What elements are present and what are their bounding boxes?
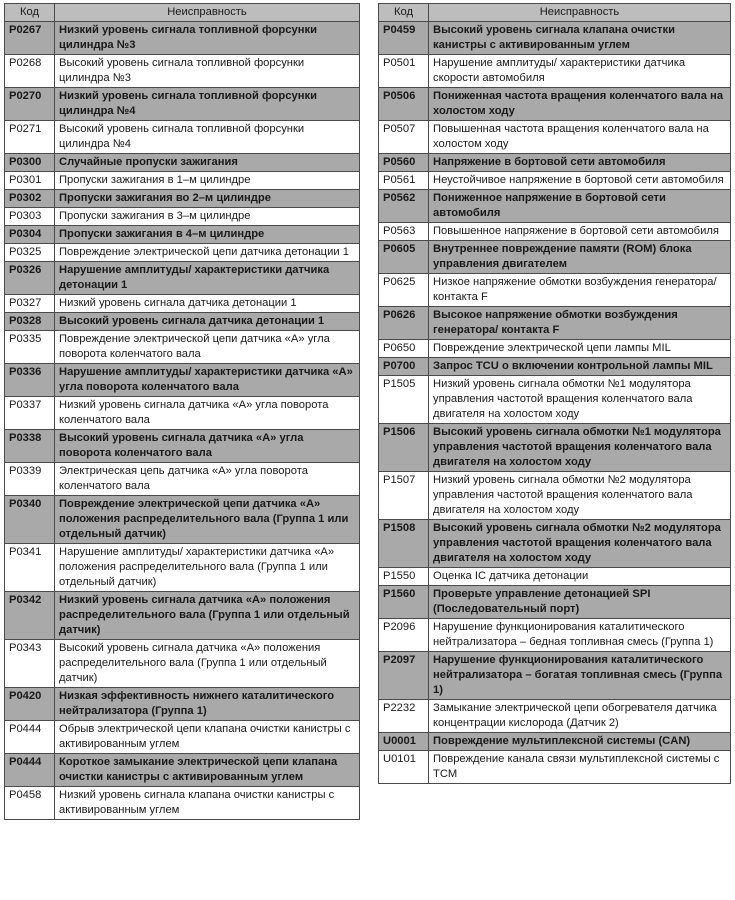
table-row <box>379 172 731 190</box>
fault-code: P1506 <box>379 424 429 472</box>
table-row <box>379 424 731 472</box>
table-row <box>5 172 360 190</box>
fault-code: P0300 <box>5 154 55 172</box>
fault-code: P0341 <box>5 544 55 592</box>
table-row <box>5 313 360 331</box>
fault-description: Нарушение амплитуды/ характеристики датчика детонации 1 <box>55 262 360 295</box>
fault-description: Высокий уровень сигнала датчика «А» угла поворота коленчатого вала <box>55 430 360 463</box>
table-row <box>379 751 731 784</box>
table-row <box>379 358 731 376</box>
fault-code: P0626 <box>379 307 429 340</box>
fault-description: Высокий уровень сигнала клапана очистки канистры с активированным углем <box>429 22 731 55</box>
table-row <box>5 721 360 754</box>
fault-description: Низкий уровень сигнала топливной форсунки цилиндра №3 <box>55 22 360 55</box>
fault-code: P0268 <box>5 55 55 88</box>
table-row <box>379 307 731 340</box>
fault-code: P0343 <box>5 640 55 688</box>
table-row <box>5 688 360 721</box>
fault-code: P0335 <box>5 331 55 364</box>
fault-code: P0267 <box>5 22 55 55</box>
fault-code: P1505 <box>379 376 429 424</box>
fault-description: Повреждение электрической цепи датчика детонации 1 <box>55 244 360 262</box>
table-row <box>5 544 360 592</box>
fault-description: Низкий уровень сигнала датчика детонации 1 <box>55 295 360 313</box>
table-row <box>379 190 731 223</box>
fault-code: P0444 <box>5 721 55 754</box>
table-row <box>379 223 731 241</box>
table-row <box>5 397 360 430</box>
table-row <box>379 241 731 274</box>
table-row <box>5 364 360 397</box>
fault-description: Пониженная частота вращения коленчатого вала на холостом ходу <box>429 88 731 121</box>
fault-description: Пропуски зажигания в 4–м цилиндре <box>55 226 360 244</box>
table-header-row <box>379 4 731 22</box>
fault-code-table-right <box>378 3 731 784</box>
fault-description: Низкое напряжение обмотки возбуждения генератора/ контакта F <box>429 274 731 307</box>
header-code: Код <box>5 4 55 22</box>
table-row <box>379 376 731 424</box>
fault-description: Высокий уровень сигнала датчика детонации 1 <box>55 313 360 331</box>
fault-description: Повреждение мультиплексной системы (CAN) <box>429 733 731 751</box>
table-row <box>5 154 360 172</box>
fault-code: P0444 <box>5 754 55 787</box>
table-row <box>379 340 731 358</box>
fault-code: P0650 <box>379 340 429 358</box>
table-row <box>379 121 731 154</box>
fault-code: P0506 <box>379 88 429 121</box>
fault-description: Высокий уровень сигнала обмотки №1 модулятора управления частотой вращения коленчатого вала двигателя на холостом ходу <box>429 424 731 472</box>
header-code: Код <box>379 4 429 22</box>
fault-description: Проверьте управление детонацией SPI (Последовательный порт) <box>429 586 731 619</box>
fault-description: Пропуски зажигания во 2–м цилиндре <box>55 190 360 208</box>
table-row <box>5 430 360 463</box>
fault-description: Неустойчивое напряжение в бортовой сети автомобиля <box>429 172 731 190</box>
table-row <box>379 520 731 568</box>
fault-code: P0700 <box>379 358 429 376</box>
fault-description: Повреждение электрической цепи лампы MIL <box>429 340 731 358</box>
table-row <box>379 700 731 733</box>
fault-code: P0625 <box>379 274 429 307</box>
fault-code: P0507 <box>379 121 429 154</box>
fault-code: P0270 <box>5 88 55 121</box>
fault-code: P1550 <box>379 568 429 586</box>
fault-description: Высокое напряжение обмотки возбуждения генератора/ контакта F <box>429 307 731 340</box>
table-row <box>5 190 360 208</box>
table-row <box>5 88 360 121</box>
fault-code: P2096 <box>379 619 429 652</box>
fault-code: U0101 <box>379 751 429 784</box>
fault-code: P0340 <box>5 496 55 544</box>
table-row <box>5 496 360 544</box>
fault-description: Оценка IC датчика детонации <box>429 568 731 586</box>
table-row <box>379 274 731 307</box>
fault-description: Повреждение канала связи мультиплексной системы с TCM <box>429 751 731 784</box>
fault-code: P0562 <box>379 190 429 223</box>
fault-description: Нарушение амплитуды/ характеристики датчика «А» угла поворота коленчатого вала <box>55 364 360 397</box>
table-row <box>5 208 360 226</box>
fault-description: Пропуски зажигания в 3–м цилиндре <box>55 208 360 226</box>
fault-description: Низкая эффективность нижнего каталитического нейтрализатора (Группа 1) <box>55 688 360 721</box>
fault-code: P2097 <box>379 652 429 700</box>
fault-code: P0302 <box>5 190 55 208</box>
fault-description: Пропуски зажигания в 1–м цилиндре <box>55 172 360 190</box>
fault-code: U0001 <box>379 733 429 751</box>
fault-description: Случайные пропуски зажигания <box>55 154 360 172</box>
table-row <box>379 619 731 652</box>
header-fault: Неисправность <box>55 4 360 22</box>
fault-description: Высокий уровень сигнала топливной форсунки цилиндра №3 <box>55 55 360 88</box>
fault-description: Низкий уровень сигнала обмотки №2 модулятора управления частотой вращения коленчатого вала двигателя на холостом ходу <box>429 472 731 520</box>
table-row <box>5 55 360 88</box>
table-row <box>5 787 360 820</box>
fault-description: Низкий уровень сигнала клапана очистки канистры с активированным углем <box>55 787 360 820</box>
fault-code: P0301 <box>5 172 55 190</box>
table-row <box>5 592 360 640</box>
fault-code: P1507 <box>379 472 429 520</box>
fault-description: Нарушение амплитуды/ характеристики датчика «А» положения распределительного вала (Группа 1 или отдельный датчик) <box>55 544 360 592</box>
table-header-row <box>5 4 360 22</box>
fault-code: P0338 <box>5 430 55 463</box>
table-row <box>379 472 731 520</box>
fault-code: P0420 <box>5 688 55 721</box>
header-fault: Неисправность <box>429 4 731 22</box>
fault-code: P0328 <box>5 313 55 331</box>
fault-description: Низкий уровень сигнала датчика «А» угла поворота коленчатого вала <box>55 397 360 430</box>
fault-description: Низкий уровень сигнала датчика «А» положения распределительного вала (Группа 1 или отдельный датчик) <box>55 592 360 640</box>
fault-description: Обрыв электрической цепи клапана очистки канистры с активированным углем <box>55 721 360 754</box>
table-row <box>5 262 360 295</box>
fault-code: P0342 <box>5 592 55 640</box>
table-row <box>379 733 731 751</box>
fault-code: P0325 <box>5 244 55 262</box>
fault-description: Повышенная частота вращения коленчатого вала на холостом ходу <box>429 121 731 154</box>
fault-code-table-left <box>4 3 360 820</box>
fault-description: Внутреннее повреждение памяти (ROM) блока управления двигателем <box>429 241 731 274</box>
table-row <box>379 88 731 121</box>
table-row <box>5 463 360 496</box>
fault-code: P0605 <box>379 241 429 274</box>
table-row <box>379 568 731 586</box>
fault-description: Повреждение электрической цепи датчика «А» положения распределительного вала (Группа 1 или отдельный датчик) <box>55 496 360 544</box>
fault-description: Высокий уровень сигнала топливной форсунки цилиндра №4 <box>55 121 360 154</box>
table-row <box>379 652 731 700</box>
table-row <box>379 154 731 172</box>
fault-code: P0337 <box>5 397 55 430</box>
fault-description: Нарушение функционирования каталитического нейтрализатора – богатая топливная смесь (Группа 1) <box>429 652 731 700</box>
fault-code: P0459 <box>379 22 429 55</box>
fault-description: Нарушение амплитуды/ характеристики датчика скорости автомобиля <box>429 55 731 88</box>
fault-code: P0327 <box>5 295 55 313</box>
table-row <box>5 331 360 364</box>
fault-code: P0339 <box>5 463 55 496</box>
fault-code: P0326 <box>5 262 55 295</box>
table-row <box>5 121 360 154</box>
fault-code: P0560 <box>379 154 429 172</box>
fault-description: Нарушение функционирования каталитического нейтрализатора – бедная топливная смесь (Группа 1) <box>429 619 731 652</box>
table-row <box>5 295 360 313</box>
fault-description: Напряжение в бортовой сети автомобиля <box>429 154 731 172</box>
table-row <box>5 226 360 244</box>
table-row <box>379 55 731 88</box>
fault-code: P0336 <box>5 364 55 397</box>
fault-code: P0303 <box>5 208 55 226</box>
table-row <box>379 586 731 619</box>
fault-description: Повреждение электрической цепи датчика «А» угла поворота коленчатого вала <box>55 331 360 364</box>
fault-description: Запрос TCU о включении контрольной лампы MIL <box>429 358 731 376</box>
fault-description: Замыкание электрической цепи обогревателя датчика концентрации кислорода (Датчик 2) <box>429 700 731 733</box>
fault-description: Короткое замыкание электрической цепи клапана очистки канистры с активированным углем <box>55 754 360 787</box>
fault-description: Высокий уровень сигнала обмотки №2 модулятора управления частотой вращения коленчатого вала двигателя на холостом ходу <box>429 520 731 568</box>
fault-description: Высокий уровень сигнала датчика «А» положения распределительного вала (Группа 1 или отдельный датчик) <box>55 640 360 688</box>
fault-code: P0458 <box>5 787 55 820</box>
fault-code: P0501 <box>379 55 429 88</box>
table-row <box>5 244 360 262</box>
table-row <box>5 22 360 55</box>
fault-code: P0271 <box>5 121 55 154</box>
fault-code: P1560 <box>379 586 429 619</box>
fault-code: P1508 <box>379 520 429 568</box>
fault-description: Низкий уровень сигнала топливной форсунки цилиндра №4 <box>55 88 360 121</box>
table-row <box>5 640 360 688</box>
fault-description: Пониженное напряжение в бортовой сети автомобиля <box>429 190 731 223</box>
table-row <box>379 22 731 55</box>
fault-code: P0304 <box>5 226 55 244</box>
fault-description: Электрическая цепь датчика «А» угла поворота коленчатого вала <box>55 463 360 496</box>
fault-code: P2232 <box>379 700 429 733</box>
fault-code: P0563 <box>379 223 429 241</box>
fault-description: Низкий уровень сигнала обмотки №1 модулятора управления частотой вращения коленчатого вала двигателя на холостом ходу <box>429 376 731 424</box>
fault-code: P0561 <box>379 172 429 190</box>
fault-description: Повышенное напряжение в бортовой сети автомобиля <box>429 223 731 241</box>
table-row <box>5 754 360 787</box>
